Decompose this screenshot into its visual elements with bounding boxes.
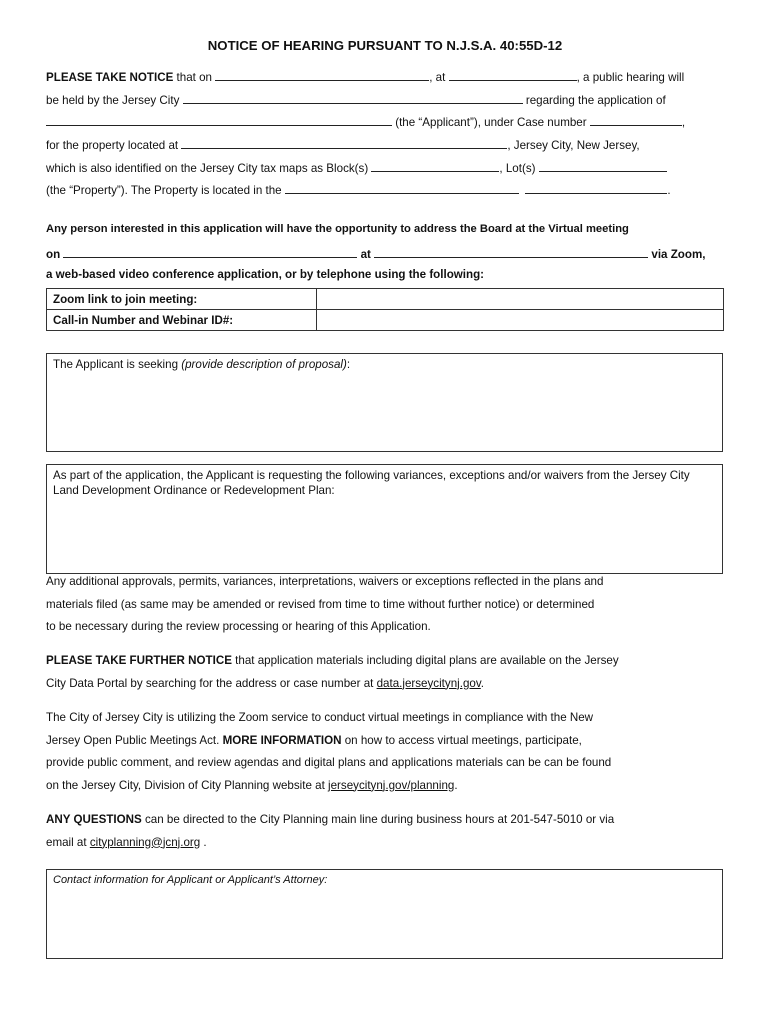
notice-text: , Jersey City, New Jersey,: [507, 139, 640, 152]
paragraph-text: .: [200, 835, 207, 849]
notice-text: (the “Applicant”), under Case number: [392, 116, 590, 129]
block-blank[interactable]: [371, 160, 499, 172]
property-address-blank[interactable]: [181, 137, 507, 149]
paragraph-line: [46, 832, 732, 855]
paragraph-line: [46, 650, 732, 673]
notice-text: which is also identified on the Jersey City tax maps as Block(s): [46, 162, 372, 175]
meeting-date-blank[interactable]: [63, 246, 357, 258]
further-notice-paragraph: [46, 650, 732, 695]
notice-heading: PLEASE TAKE NOTICE: [46, 71, 174, 84]
paragraph-line: materials filed (as same may be amended or revised from time to time without further notice) or determined: [46, 597, 595, 611]
paragraph-line: [46, 673, 732, 696]
notice-text: that on: [173, 71, 216, 84]
paragraph-text: City Data Portal by searching for the address or case number at: [46, 676, 377, 690]
zoom-link-field[interactable]: [317, 289, 724, 310]
virtual-line-3: a web-based video conference application, or by telephone using the following:: [46, 268, 485, 281]
zoom-link-label: Zoom link to join meeting:: [47, 289, 317, 310]
notice-text: , at: [429, 71, 449, 84]
virtual-text: at: [357, 248, 375, 261]
contact-info-box[interactable]: [46, 869, 723, 959]
virtual-text: on: [46, 248, 64, 261]
call-in-field[interactable]: [317, 310, 724, 331]
date-blank[interactable]: [215, 69, 429, 81]
paragraph-text: .: [480, 676, 485, 690]
paragraph-text: that application materials including digital plans are available on the Jersey: [231, 654, 619, 667]
proposal-label-suffix: :: [346, 358, 351, 371]
paragraph-text: on the Jersey City, Division of City Planning website at: [46, 778, 329, 792]
case-number-blank[interactable]: [590, 114, 682, 126]
page-title: NOTICE OF HEARING PURSUANT TO N.J.S.A. 40:55D-12: [207, 38, 563, 53]
proposal-label: [53, 357, 716, 372]
contact-info-label: Contact information for Applicant or Applicant’s Attorney:: [53, 874, 328, 886]
virtual-line-2: [46, 246, 706, 261]
zone-blank-2[interactable]: [525, 182, 667, 194]
proposal-label-text: The Applicant is seeking: [53, 358, 182, 371]
table-row: [47, 310, 724, 331]
paragraph-line: [46, 809, 732, 832]
email-link[interactable]: cityplanning@jcnj.org: [89, 835, 201, 849]
more-information-heading: MORE INFORMATION: [222, 733, 342, 747]
paragraph-line: The City of Jersey City is utilizing the Zoom service to conduct virtual meetings in compliance with the New: [46, 711, 594, 724]
planning-website-link[interactable]: jerseycitynj.gov/planning: [328, 778, 455, 792]
questions-paragraph: [46, 809, 732, 854]
lot-blank[interactable]: [539, 160, 667, 172]
zone-blank[interactable]: [285, 182, 519, 194]
proposal-description-box[interactable]: [46, 353, 723, 452]
zoom-info-table: [46, 288, 724, 331]
paragraph-text: email at: [46, 835, 90, 849]
notice-text: regarding the application of: [522, 94, 666, 107]
time-blank[interactable]: [449, 69, 577, 81]
notice-line-2: [46, 92, 666, 107]
paragraph-line: [46, 730, 732, 753]
paragraph-text: .: [454, 778, 458, 792]
paragraph-line: [46, 775, 732, 798]
virtual-line-1: Any person interested in this application will have the opportunity to address the Board at the Virtual meeting: [46, 223, 629, 235]
paragraph-line: Any additional approvals, permits, variances, interpretations, waivers or exceptions reflected in the plans and: [46, 575, 604, 588]
paragraph-text: Jersey Open Public Meetings Act.: [46, 733, 223, 747]
notice-text: , a public hearing will: [576, 71, 685, 84]
virtual-text: via Zoom,: [648, 248, 706, 261]
applicant-blank[interactable]: [46, 114, 392, 126]
notice-text: for the property located at: [46, 139, 182, 152]
variances-label: As part of the application, the Applicant is requesting the following variances, exceptions and/or waivers from the Jersey City Land Development Ordinance or Redevelopment Plan:: [53, 469, 690, 497]
notice-text: , Lot(s): [499, 162, 539, 175]
notice-line-1: [46, 69, 684, 84]
zoom-info-paragraph: [46, 707, 732, 797]
data-portal-link[interactable]: data.jerseycitynj.gov: [376, 676, 481, 690]
board-blank[interactable]: [183, 92, 523, 104]
notice-line-4: [46, 137, 640, 152]
questions-heading: ANY QUESTIONS: [46, 813, 142, 826]
notice-line-6: [46, 182, 671, 197]
paragraph-line: to be necessary during the review processing or hearing of this Application.: [46, 620, 431, 633]
notice-line-3: [46, 114, 685, 129]
further-notice-heading: PLEASE TAKE FURTHER NOTICE: [46, 654, 232, 667]
variances-box[interactable]: [46, 464, 723, 574]
notice-line-5: [46, 160, 667, 175]
notice-text: .: [667, 184, 671, 197]
call-in-label: Call-in Number and Webinar ID#:: [47, 310, 317, 331]
table-row: [47, 289, 724, 310]
additional-approvals-paragraph: [46, 571, 732, 639]
paragraph-line: provide public comment, and review agendas and digital plans and applications materials can be can be found: [46, 756, 612, 769]
paragraph-text: can be directed to the City Planning main line during business hours at 201-547-5010 or via: [141, 813, 615, 826]
paragraph-text: on how to access virtual meetings, participate,: [341, 733, 582, 747]
notice-text: (the “Property”). The Property is located in the: [46, 184, 285, 197]
notice-text: be held by the Jersey City: [46, 94, 183, 107]
meeting-time-blank[interactable]: [374, 246, 648, 258]
proposal-label-italic: (provide description of proposal): [181, 358, 347, 371]
notice-text: ,: [681, 116, 686, 129]
